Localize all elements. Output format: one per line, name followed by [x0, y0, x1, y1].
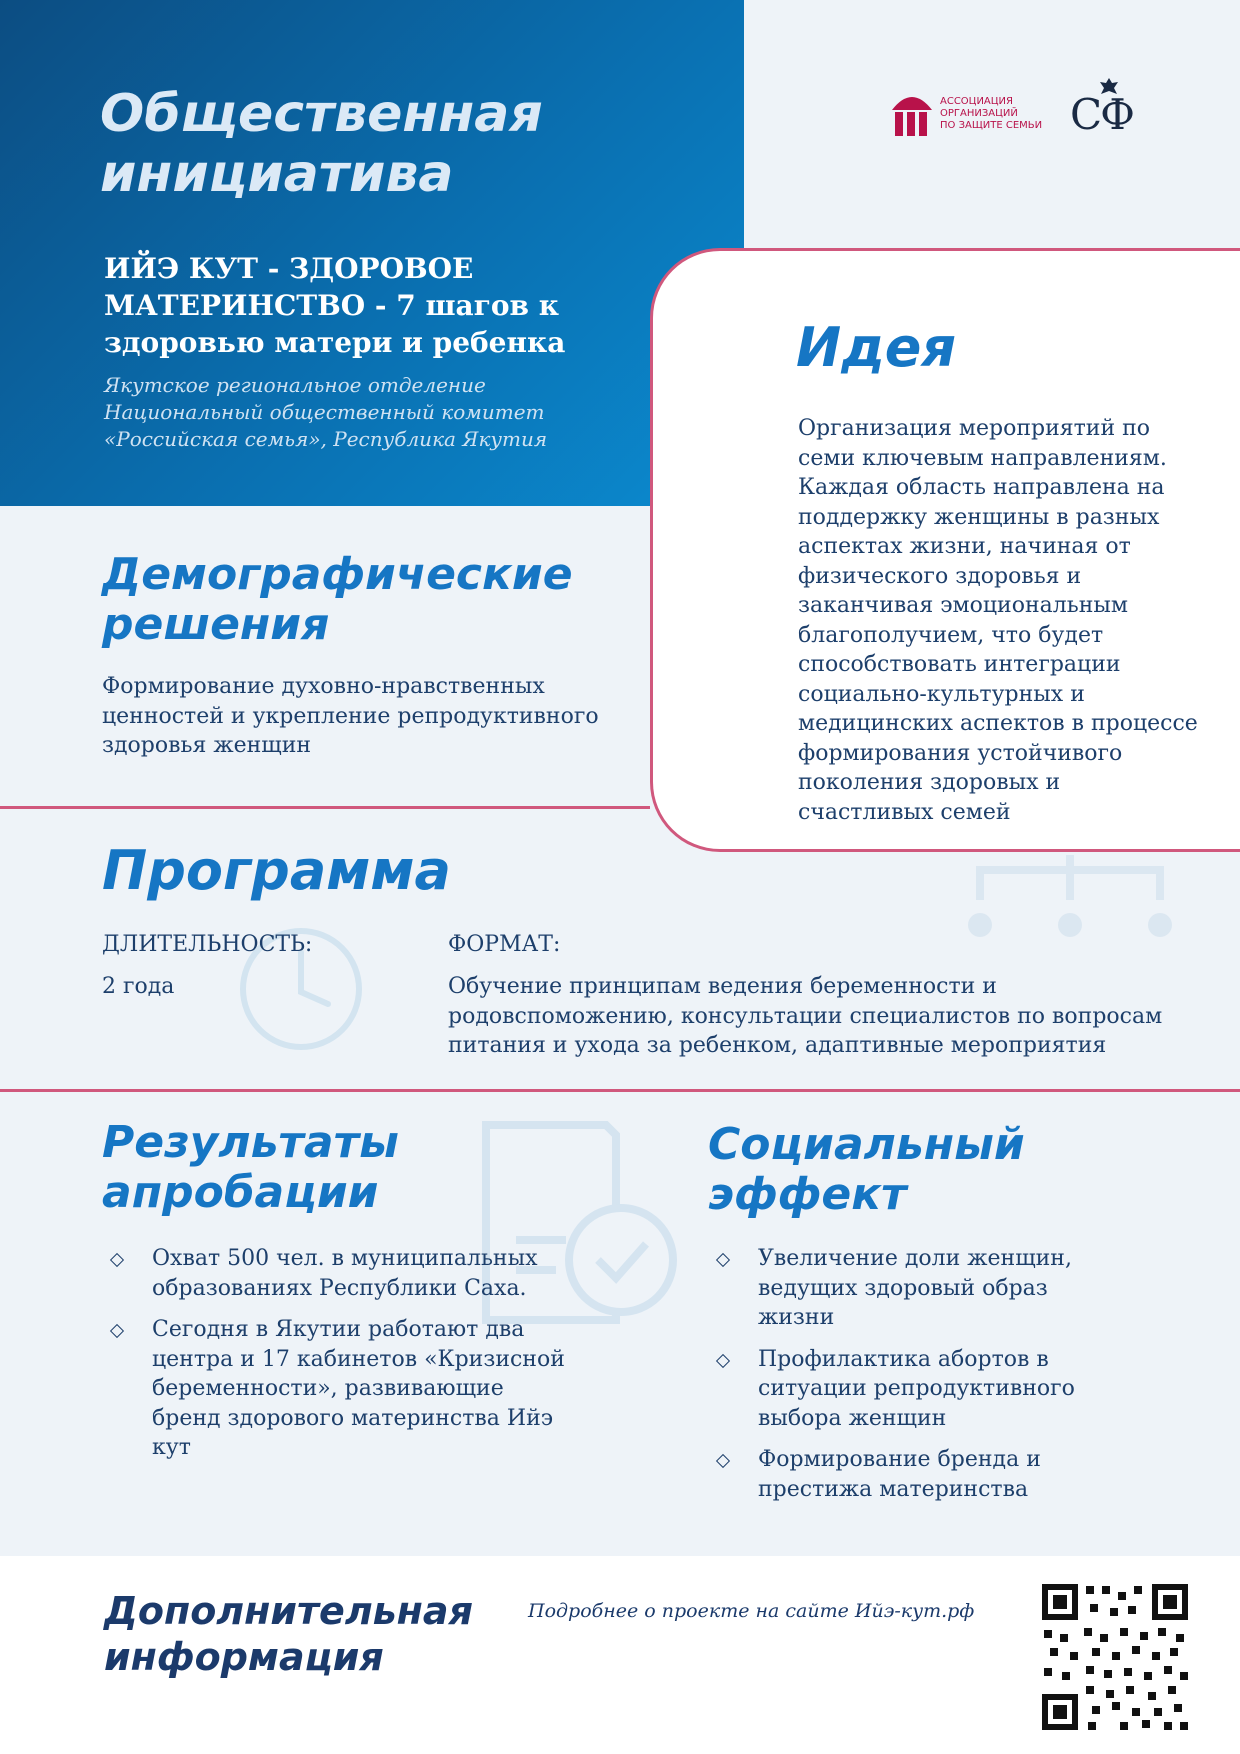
social-title-line2: эффект [708, 1169, 907, 1220]
diamond-bullet-icon [716, 1253, 730, 1267]
format-label: ФОРМАТ: [448, 932, 561, 957]
emblem-icon [1100, 78, 1118, 98]
org-line2: Национальный общественный комитет [104, 400, 545, 424]
diamond-bullet-icon [716, 1454, 730, 1468]
association-logo [890, 86, 1043, 142]
org-line1: Якутское региональное отделение [104, 373, 486, 397]
project-name [104, 250, 664, 361]
project-name-line3: здоровью матери и ребенка [104, 326, 566, 359]
sf-logo-text: СФ [1070, 90, 1133, 139]
idea-title: Идея [796, 316, 957, 379]
results-title-line2: апробации [102, 1167, 379, 1218]
list-item [708, 1345, 1118, 1434]
sf-logo [1070, 90, 1133, 139]
social-list [708, 1244, 1118, 1516]
assoc-line3: ПО ЗАЩИТЕ СЕМЬИ [940, 120, 1043, 131]
diamond-bullet-icon [110, 1253, 124, 1267]
list-item [708, 1244, 1118, 1333]
social-text: Профилактика абортов в ситуации репродуктивного выбора женщин [758, 1346, 1075, 1431]
program-title: Программа [102, 839, 451, 902]
hero-title-line2: инициатива [100, 144, 454, 204]
footer-title-line2: информация [104, 1635, 384, 1679]
demographic-title [102, 550, 573, 650]
qr-code-icon[interactable] [1040, 1582, 1190, 1732]
diamond-bullet-icon [110, 1324, 124, 1338]
diamond-bullet-icon [716, 1353, 730, 1367]
org-line3: «Российская семья», Республика Якутия [104, 427, 548, 451]
list-item [708, 1445, 1118, 1504]
website-link[interactable]: Подробнее о проекте на сайте Ийэ-кут.рф [528, 1600, 975, 1622]
umbrella-house-icon [890, 88, 934, 138]
duration-value: 2 года [102, 974, 175, 999]
hero-banner [0, 0, 744, 506]
list-item [102, 1315, 572, 1463]
results-list [102, 1244, 572, 1475]
result-text: Охват 500 чел. в муниципальных образованиях Республики Саха. [152, 1246, 538, 1301]
section-divider-1 [0, 806, 650, 809]
social-text: Увеличение доли женщин, ведущих здоровый образ жизни [758, 1246, 1072, 1330]
list-item [102, 1244, 572, 1303]
social-title [708, 1120, 1025, 1220]
hero-title [100, 84, 720, 204]
idea-text: Организация мероприятий по семи ключевым направлениям. Каждая область направлена на поддержку женщины в разных аспектах жизни, начиная от физического здоровья и заканчивая эмоциональным благополучием, что будет способствовать интеграции социально-культурных и медицинских аспектов в процессе формирования устойчивого поколения здоровых и счастливых семей [798, 416, 1198, 825]
result-text: Сегодня в Якутии работают два центра и 17 кабинетов «Кризисной беременности», развивающие бренд здорового материнства Ийэ кут [152, 1317, 565, 1460]
project-name-line1: ИЙЭ КУТ - ЗДОРОВОЕ [104, 252, 474, 285]
project-name-line2: МАТЕРИНСТВО - 7 шагов к [104, 289, 559, 322]
section-divider-2 [0, 1089, 1240, 1092]
organization-name [104, 372, 684, 453]
hero-title-line1: Общественная [100, 84, 543, 144]
format-value: Обучение принципам ведения беременности и родовспоможению, консультации специалистов по вопросам питания и ухода за ребенком, адаптивные мероприятия [448, 974, 1163, 1058]
results-title-line1: Результаты [102, 1117, 399, 1168]
social-title-line1: Социальный [708, 1119, 1025, 1170]
association-logo-text [940, 96, 1050, 132]
demographic-title-line2: решения [102, 599, 330, 650]
demographic-title-line1: Демографические [102, 549, 573, 600]
network-icon [960, 850, 1180, 940]
results-title [102, 1118, 399, 1218]
footer-title [104, 1588, 473, 1680]
social-text: Формирование бренда и престижа материнства [758, 1447, 1041, 1502]
footer-title-line1: Дополнительная [104, 1589, 473, 1633]
assoc-line1: АССОЦИАЦИЯ [940, 96, 1013, 107]
assoc-line2: ОРГАНИЗАЦИЙ [940, 108, 1018, 119]
demographic-text: Формирование духовно-нравственных ценностей и укрепление репродуктивного здоровья женщин [102, 674, 599, 758]
duration-label: ДЛИТЕЛЬНОСТЬ: [102, 932, 313, 957]
